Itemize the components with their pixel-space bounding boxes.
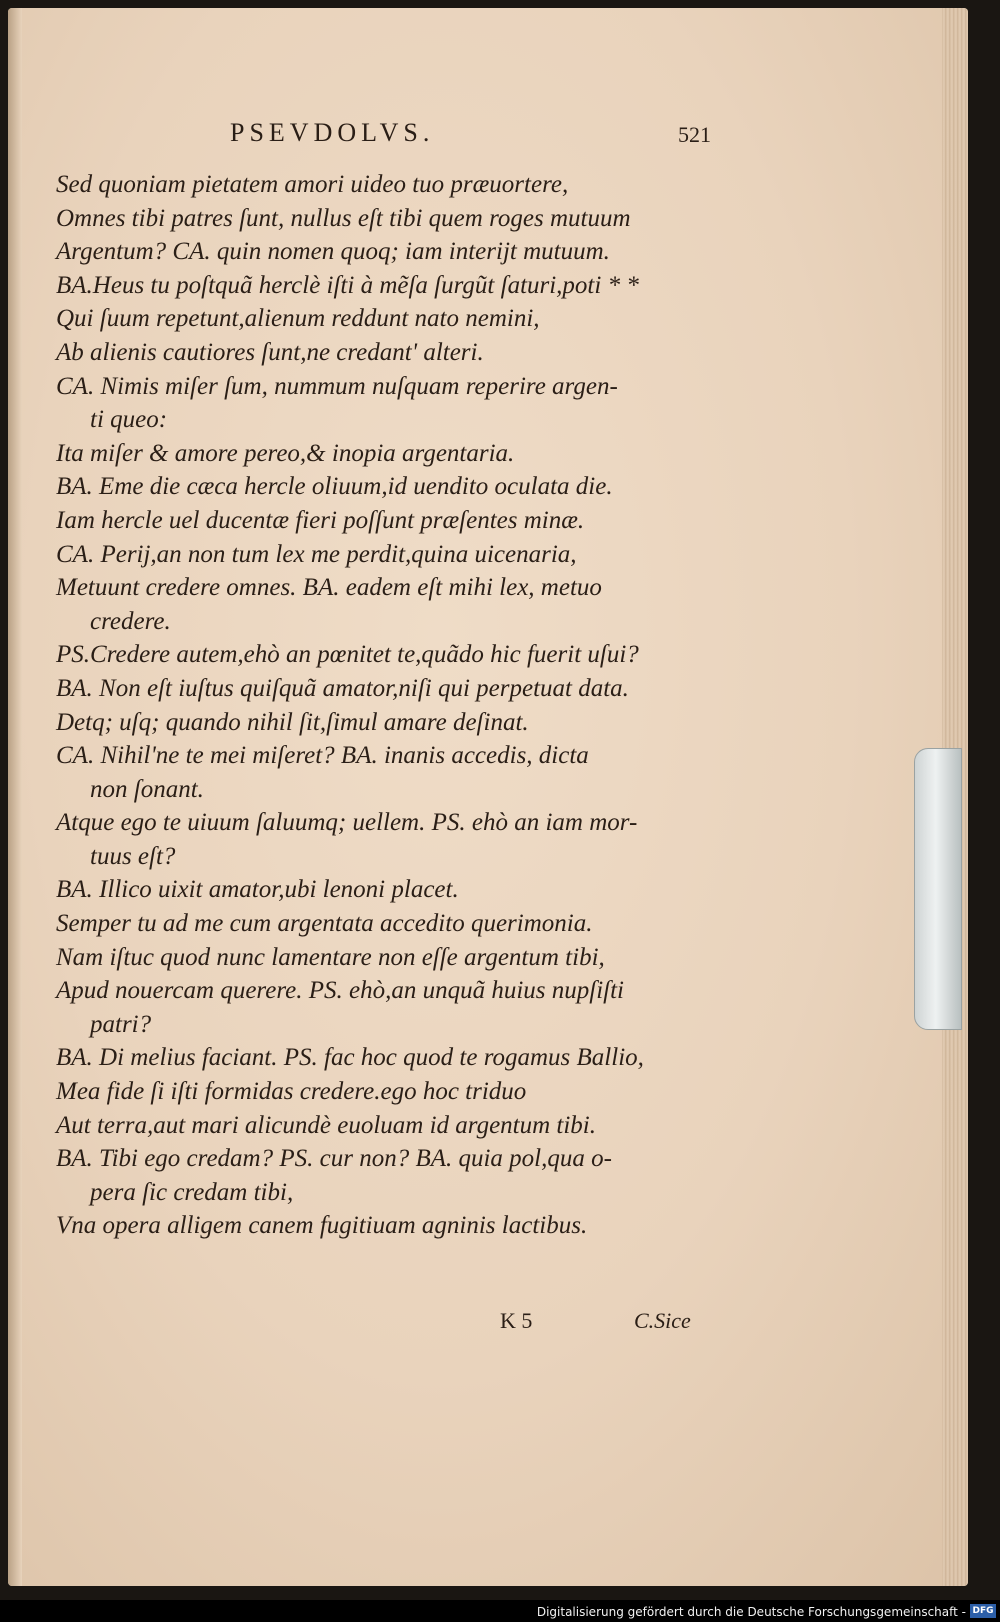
text-line: Mea fide ſi iſti formidas credere.ego hoc triduo: [56, 1078, 527, 1106]
catchword: C.Sice: [634, 1308, 691, 1333]
digitization-credit: Digitalisierung gefördert durch die Deutsche Forschungsgemeinschaft -: [536, 1605, 966, 1619]
text-line: Aut terra,aut mari alicundè euoluam id argentum tibi.: [56, 1111, 597, 1139]
text-line: Apud nouercam querere. PS. ehò,an unquã huius nupſiſti: [56, 977, 624, 1005]
text-line: ti queo:: [90, 406, 168, 434]
text-line: Semper tu ad me cum argentata accedito querimonia.: [56, 910, 593, 938]
text-line: BA. Tibi ego credam? PS. cur non? BA. quia pol,qua o-: [56, 1145, 612, 1173]
play-text: [56, 168, 726, 1243]
text-line: Ita miſer & amore pereo,& inopia argentaria.: [56, 439, 515, 467]
signature-mark: K 5: [500, 1308, 533, 1333]
text-line: Qui ſuum repetunt,alienum reddunt nato nemini,: [56, 305, 540, 333]
text-line: Ab alienis cautiores ſunt,ne credant' alteri.: [56, 338, 484, 366]
text-line: Vna opera alligem canem fugitiuam agninis lactibus.: [56, 1212, 588, 1240]
text-line: BA.Heus tu poſtquã herclè iſti à mẽſa ſurgũt ſaturi,poti * *: [56, 271, 639, 299]
book-page: [8, 8, 968, 1586]
text-line: pera ſic credam tibi,: [90, 1178, 294, 1206]
text-line: credere.: [90, 607, 171, 635]
running-title: PSEVDOLVS.: [230, 118, 435, 147]
text-line: Omnes tibi patres ſunt, nullus eſt tibi quem roges mutuum: [56, 204, 631, 232]
page-number: 521: [678, 122, 711, 147]
dfg-logo: DFG: [970, 1604, 996, 1618]
text-line: non ſonant.: [90, 775, 204, 803]
text-line: PS.Credere autem,ehò an pœnitet te,quãdo hic fuerit uſui?: [56, 641, 639, 669]
text-line: patri?: [90, 1010, 152, 1038]
text-line: BA. Illico uixit amator,ubi lenoni placet.: [56, 876, 459, 904]
text-line: Nam iſtuc quod nunc lamentare non eſſe argentum tibi,: [56, 943, 605, 971]
text-line: Metuunt credere omnes. BA. eadem eſt mihi lex, metuo: [56, 574, 602, 602]
text-line: BA. Non eſt iuſtus quiſquã amator,niſi qui perpetuat data.: [56, 674, 629, 702]
page-clip: [914, 748, 962, 1030]
text-line: BA. Di melius faciant. PS. fac hoc quod te rogamus Ballio,: [56, 1044, 644, 1072]
text-line: Sed quoniam pietatem amori uideo tuo præuortere,: [56, 171, 569, 198]
text-line: Detq; uſq; quando nihil ſit,ſimul amare deſinat.: [56, 708, 529, 736]
text-line: Atque ego te uiuum ſaluumq; uellem. PS. ehò an iam mor-: [56, 809, 638, 837]
text-line: tuus eſt?: [90, 842, 176, 870]
credit-bar: [0, 1600, 1000, 1622]
text-line: Iam hercle uel ducentæ fieri poſſunt præſentes minæ.: [56, 506, 585, 534]
text-line: CA. Nihil'ne te mei miſeret? BA. inanis accedis, dicta: [56, 742, 589, 770]
text-line: Argentum? CA. quin nomen quoq; iam interijt mutuum.: [56, 238, 610, 266]
text-line: CA. Nimis miſer ſum, nummum nuſquam reperire argen-: [56, 372, 618, 400]
text-line: CA. Perij,an non tum lex me perdit,quina uicenaria,: [56, 540, 577, 568]
gutter-shadow: [8, 8, 22, 1586]
text-line: BA. Eme die cæca hercle oliuum,id uendito oculata die.: [56, 473, 613, 501]
